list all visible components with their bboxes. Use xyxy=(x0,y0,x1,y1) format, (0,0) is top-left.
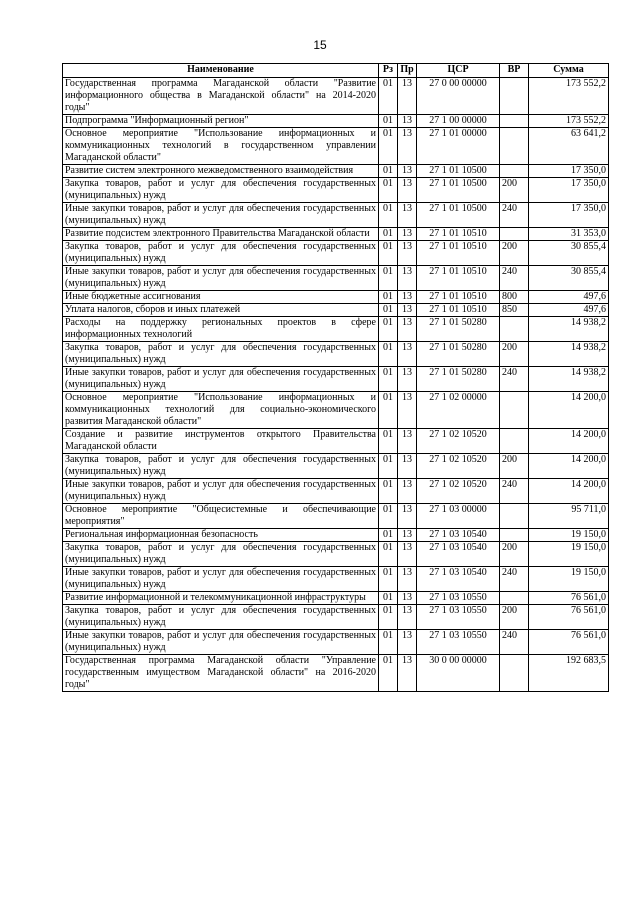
table-header xyxy=(63,64,609,78)
cell-vr xyxy=(500,504,529,529)
cell-vr: 240 xyxy=(500,479,529,504)
cell-pr: 13 xyxy=(398,605,417,630)
cell-sum: 14 200,0 xyxy=(529,429,609,454)
cell-pr: 13 xyxy=(398,342,417,367)
table-row xyxy=(63,291,609,304)
cell-name: Иные закупки товаров, работ и услуг для обеспечения государственных (муниципальных) нужд xyxy=(63,479,379,504)
cell-sum: 14 938,2 xyxy=(529,367,609,392)
cell-rz: 01 xyxy=(379,504,398,529)
cell-csr: 27 1 03 10550 xyxy=(417,605,500,630)
table-row xyxy=(63,367,609,392)
cell-pr: 13 xyxy=(398,128,417,165)
cell-rz: 01 xyxy=(379,630,398,655)
cell-csr: 27 1 01 10510 xyxy=(417,266,500,291)
cell-sum: 17 350,0 xyxy=(529,203,609,228)
cell-pr: 13 xyxy=(398,630,417,655)
cell-sum: 192 683,5 xyxy=(529,655,609,692)
cell-csr: 27 1 01 10510 xyxy=(417,241,500,266)
cell-rz: 01 xyxy=(379,567,398,592)
header-name: Наименование xyxy=(63,64,379,78)
table-row xyxy=(63,304,609,317)
cell-csr: 27 1 01 10510 xyxy=(417,291,500,304)
cell-pr: 13 xyxy=(398,203,417,228)
cell-name: Развитие систем электронного межведомственного взаимодействия xyxy=(63,165,379,178)
cell-vr: 200 xyxy=(500,178,529,203)
cell-rz: 01 xyxy=(379,342,398,367)
cell-sum: 30 855,4 xyxy=(529,241,609,266)
table-row xyxy=(63,266,609,291)
table-row xyxy=(63,203,609,228)
header-sum: Сумма xyxy=(529,64,609,78)
table-row xyxy=(63,504,609,529)
table-row xyxy=(63,655,609,692)
cell-sum: 19 150,0 xyxy=(529,542,609,567)
cell-pr: 13 xyxy=(398,592,417,605)
cell-vr xyxy=(500,317,529,342)
cell-name: Уплата налогов, сборов и иных платежей xyxy=(63,304,379,317)
table-row xyxy=(63,241,609,266)
cell-name: Иные закупки товаров, работ и услуг для обеспечения государственных (муниципальных) нужд xyxy=(63,203,379,228)
cell-vr: 200 xyxy=(500,342,529,367)
cell-sum: 30 855,4 xyxy=(529,266,609,291)
cell-name: Государственная программа Магаданской области "Развитие информационного общества в Магаданской области" на 2014-2020 годы" xyxy=(63,78,379,115)
cell-sum: 173 552,2 xyxy=(529,115,609,128)
cell-rz: 01 xyxy=(379,479,398,504)
table-row xyxy=(63,429,609,454)
cell-pr: 13 xyxy=(398,367,417,392)
cell-pr: 13 xyxy=(398,78,417,115)
cell-pr: 13 xyxy=(398,291,417,304)
cell-pr: 13 xyxy=(398,504,417,529)
cell-rz: 01 xyxy=(379,542,398,567)
cell-sum: 76 561,0 xyxy=(529,630,609,655)
cell-pr: 13 xyxy=(398,241,417,266)
cell-csr: 30 0 00 00000 xyxy=(417,655,500,692)
cell-sum: 14 200,0 xyxy=(529,479,609,504)
table-body xyxy=(63,78,609,692)
table-row xyxy=(63,317,609,342)
cell-rz: 01 xyxy=(379,128,398,165)
cell-sum: 14 200,0 xyxy=(529,454,609,479)
cell-sum: 76 561,0 xyxy=(529,605,609,630)
cell-name: Основное мероприятие "Общесистемные и обеспечивающие мероприятия" xyxy=(63,504,379,529)
cell-csr: 27 0 00 00000 xyxy=(417,78,500,115)
cell-rz: 01 xyxy=(379,429,398,454)
cell-rz: 01 xyxy=(379,241,398,266)
cell-csr: 27 1 00 00000 xyxy=(417,115,500,128)
cell-csr: 27 1 02 10520 xyxy=(417,429,500,454)
cell-sum: 95 711,0 xyxy=(529,504,609,529)
cell-csr: 27 1 01 10500 xyxy=(417,178,500,203)
table-row xyxy=(63,605,609,630)
cell-name: Закупка товаров, работ и услуг для обеспечения государственных (муниципальных) нужд xyxy=(63,542,379,567)
cell-pr: 13 xyxy=(398,529,417,542)
table-row xyxy=(63,78,609,115)
cell-name: Региональная информационная безопасность xyxy=(63,529,379,542)
cell-csr: 27 1 01 10510 xyxy=(417,304,500,317)
cell-rz: 01 xyxy=(379,592,398,605)
table-row xyxy=(63,128,609,165)
cell-csr: 27 1 03 00000 xyxy=(417,504,500,529)
cell-rz: 01 xyxy=(379,78,398,115)
cell-pr: 13 xyxy=(398,392,417,429)
cell-vr xyxy=(500,392,529,429)
cell-sum: 14 200,0 xyxy=(529,392,609,429)
cell-pr: 13 xyxy=(398,429,417,454)
cell-sum: 63 641,2 xyxy=(529,128,609,165)
cell-rz: 01 xyxy=(379,304,398,317)
cell-vr: 200 xyxy=(500,542,529,567)
cell-vr xyxy=(500,655,529,692)
cell-vr xyxy=(500,115,529,128)
cell-vr: 240 xyxy=(500,567,529,592)
cell-sum: 497,6 xyxy=(529,304,609,317)
cell-name: Расходы на поддержку региональных проектов в сфере информационных технологий xyxy=(63,317,379,342)
cell-name: Закупка товаров, работ и услуг для обеспечения государственных (муниципальных) нужд xyxy=(63,605,379,630)
cell-vr: 240 xyxy=(500,203,529,228)
cell-vr: 200 xyxy=(500,605,529,630)
cell-vr: 850 xyxy=(500,304,529,317)
page-number: 15 xyxy=(313,38,327,52)
cell-csr: 27 1 03 10550 xyxy=(417,630,500,655)
cell-rz: 01 xyxy=(379,317,398,342)
table-row xyxy=(63,567,609,592)
header-row xyxy=(63,64,609,78)
cell-sum: 19 150,0 xyxy=(529,567,609,592)
cell-pr: 13 xyxy=(398,304,417,317)
cell-rz: 01 xyxy=(379,392,398,429)
cell-name: Закупка товаров, работ и услуг для обеспечения государственных (муниципальных) нужд xyxy=(63,178,379,203)
header-vr: ВР xyxy=(500,64,529,78)
cell-name: Закупка товаров, работ и услуг для обеспечения государственных (муниципальных) нужд xyxy=(63,342,379,367)
cell-sum: 17 350,0 xyxy=(529,178,609,203)
cell-csr: 27 1 02 10520 xyxy=(417,479,500,504)
cell-csr: 27 1 01 10500 xyxy=(417,165,500,178)
table-row xyxy=(63,342,609,367)
cell-csr: 27 1 01 50280 xyxy=(417,342,500,367)
cell-name: Развитие подсистем электронного Правительства Магаданской области xyxy=(63,228,379,241)
cell-vr xyxy=(500,529,529,542)
cell-pr: 13 xyxy=(398,115,417,128)
cell-pr: 13 xyxy=(398,479,417,504)
cell-name: Государственная программа Магаданской области "Управление государственным имуществом Магаданской области" на 2016-2020 годы" xyxy=(63,655,379,692)
cell-name: Создание и развитие инструментов открытого Правительства Магаданской области xyxy=(63,429,379,454)
cell-sum: 76 561,0 xyxy=(529,592,609,605)
cell-sum: 173 552,2 xyxy=(529,78,609,115)
cell-pr: 13 xyxy=(398,542,417,567)
cell-vr: 200 xyxy=(500,454,529,479)
cell-csr: 27 1 03 10540 xyxy=(417,529,500,542)
table-row xyxy=(63,479,609,504)
table-row xyxy=(63,542,609,567)
cell-csr: 27 1 01 50280 xyxy=(417,317,500,342)
cell-name: Основное мероприятие "Использование информационных и коммуникационных технологий в государственном управлении Магаданской области" xyxy=(63,128,379,165)
cell-rz: 01 xyxy=(379,367,398,392)
cell-rz: 01 xyxy=(379,291,398,304)
cell-pr: 13 xyxy=(398,317,417,342)
cell-csr: 27 1 03 10540 xyxy=(417,567,500,592)
table-row xyxy=(63,115,609,128)
cell-rz: 01 xyxy=(379,655,398,692)
header-csr: ЦСР xyxy=(417,64,500,78)
cell-rz: 01 xyxy=(379,165,398,178)
cell-pr: 13 xyxy=(398,266,417,291)
cell-name: Закупка товаров, работ и услуг для обеспечения государственных (муниципальных) нужд xyxy=(63,241,379,266)
table-row xyxy=(63,392,609,429)
cell-csr: 27 1 02 10520 xyxy=(417,454,500,479)
cell-sum: 31 353,0 xyxy=(529,228,609,241)
cell-rz: 01 xyxy=(379,529,398,542)
cell-sum: 497,6 xyxy=(529,291,609,304)
cell-name: Основное мероприятие "Использование информационных и коммуникационных технологий для социально-экономического развития Магаданской области" xyxy=(63,392,379,429)
cell-csr: 27 1 01 00000 xyxy=(417,128,500,165)
cell-csr: 27 1 03 10550 xyxy=(417,592,500,605)
cell-vr xyxy=(500,429,529,454)
cell-vr: 240 xyxy=(500,266,529,291)
cell-pr: 13 xyxy=(398,228,417,241)
cell-vr: 200 xyxy=(500,241,529,266)
table-row xyxy=(63,529,609,542)
cell-sum: 17 350,0 xyxy=(529,165,609,178)
cell-rz: 01 xyxy=(379,605,398,630)
cell-name: Иные закупки товаров, работ и услуг для обеспечения государственных (муниципальных) нужд xyxy=(63,567,379,592)
cell-vr xyxy=(500,228,529,241)
cell-csr: 27 1 01 10500 xyxy=(417,203,500,228)
cell-name: Иные закупки товаров, работ и услуг для обеспечения государственных (муниципальных) нужд xyxy=(63,266,379,291)
cell-vr: 240 xyxy=(500,630,529,655)
cell-name: Закупка товаров, работ и услуг для обеспечения государственных (муниципальных) нужд xyxy=(63,454,379,479)
table-row xyxy=(63,165,609,178)
cell-vr xyxy=(500,592,529,605)
cell-sum: 19 150,0 xyxy=(529,529,609,542)
cell-sum: 14 938,2 xyxy=(529,342,609,367)
header-rz: Рз xyxy=(379,64,398,78)
cell-name: Подпрограмма "Информационный регион" xyxy=(63,115,379,128)
cell-pr: 13 xyxy=(398,655,417,692)
cell-csr: 27 1 01 50280 xyxy=(417,367,500,392)
budget-table xyxy=(62,63,609,692)
cell-pr: 13 xyxy=(398,178,417,203)
cell-vr xyxy=(500,165,529,178)
header-pr: Пр xyxy=(398,64,417,78)
cell-rz: 01 xyxy=(379,266,398,291)
table-row xyxy=(63,178,609,203)
cell-rz: 01 xyxy=(379,454,398,479)
cell-rz: 01 xyxy=(379,178,398,203)
cell-rz: 01 xyxy=(379,203,398,228)
table-row xyxy=(63,228,609,241)
table-row xyxy=(63,592,609,605)
cell-sum: 14 938,2 xyxy=(529,317,609,342)
cell-rz: 01 xyxy=(379,228,398,241)
cell-pr: 13 xyxy=(398,165,417,178)
cell-csr: 27 1 02 00000 xyxy=(417,392,500,429)
cell-vr: 240 xyxy=(500,367,529,392)
cell-name: Иные закупки товаров, работ и услуг для обеспечения государственных (муниципальных) нужд xyxy=(63,630,379,655)
table-row xyxy=(63,454,609,479)
cell-pr: 13 xyxy=(398,454,417,479)
cell-vr xyxy=(500,78,529,115)
cell-vr: 800 xyxy=(500,291,529,304)
cell-name: Иные закупки товаров, работ и услуг для обеспечения государственных (муниципальных) нужд xyxy=(63,367,379,392)
table-row xyxy=(63,630,609,655)
cell-csr: 27 1 03 10540 xyxy=(417,542,500,567)
cell-name: Развитие информационной и телекоммуникационной инфраструктуры xyxy=(63,592,379,605)
cell-rz: 01 xyxy=(379,115,398,128)
cell-csr: 27 1 01 10510 xyxy=(417,228,500,241)
cell-pr: 13 xyxy=(398,567,417,592)
cell-vr xyxy=(500,128,529,165)
cell-name: Иные бюджетные ассигнования xyxy=(63,291,379,304)
